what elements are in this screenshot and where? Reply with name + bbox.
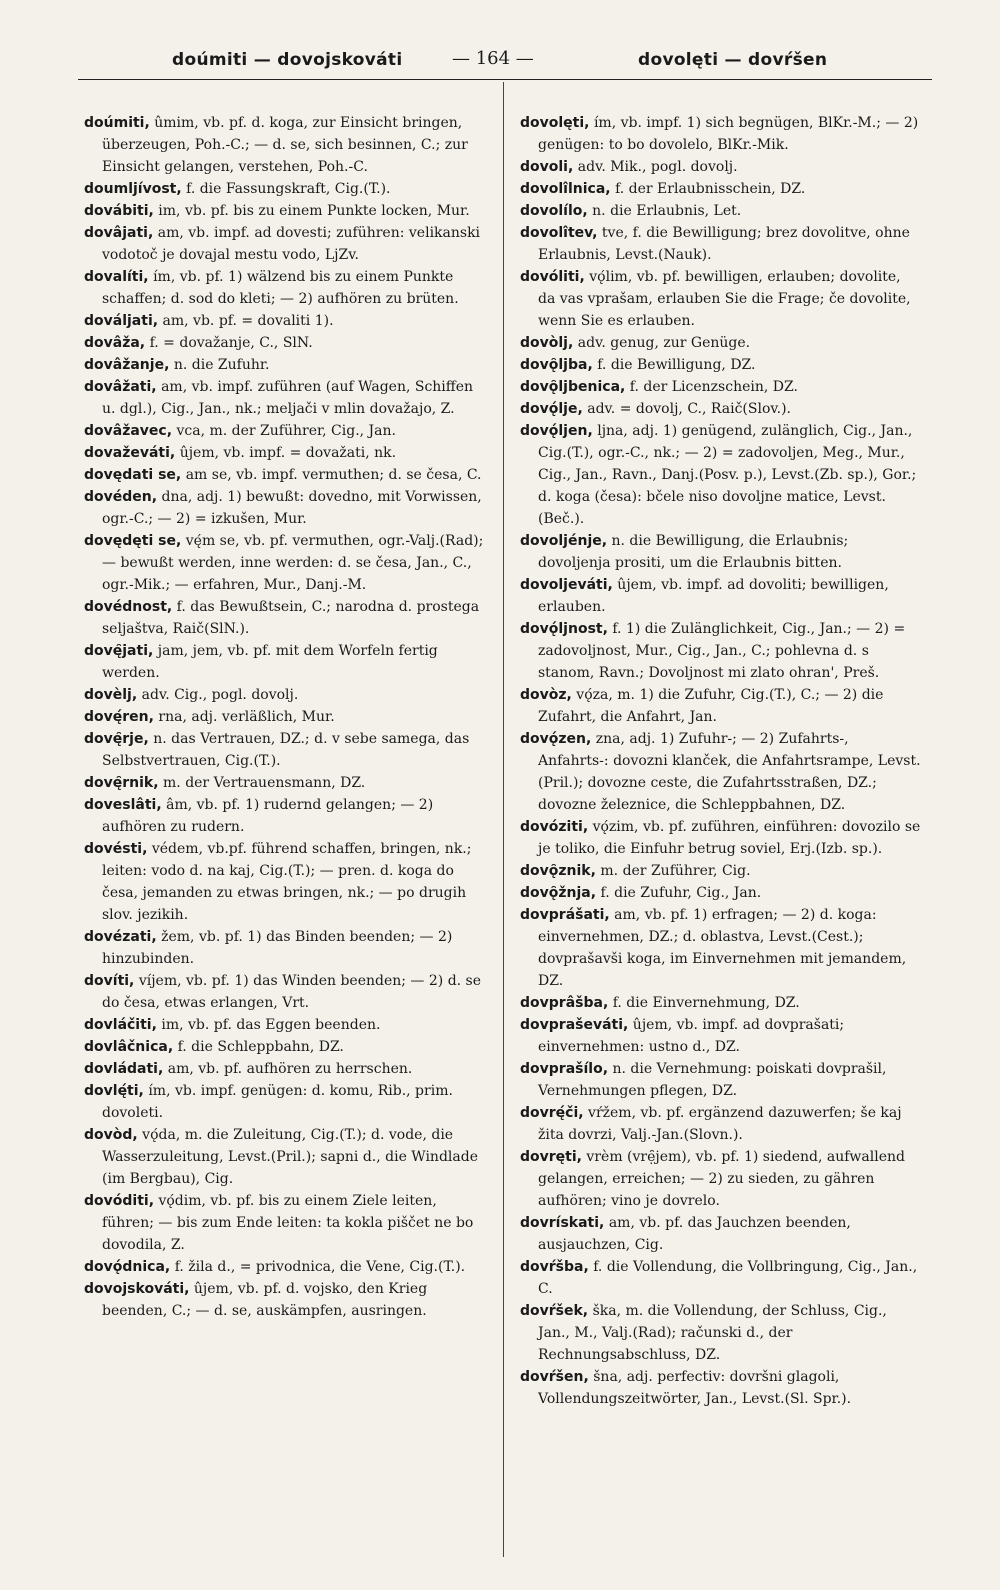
entry-headword: dovédnost,	[84, 599, 173, 615]
entry-headword: dovprášati,	[520, 907, 610, 923]
dictionary-entry	[84, 970, 486, 1014]
dictionary-entry	[84, 200, 486, 222]
dictionary-entry	[84, 420, 486, 442]
entry-definition: žem, vb. pf. 1) das Binden beenden; — 2) hinzubinden.	[102, 929, 453, 967]
header-left-guideword: doúmiti — dovojskováti	[172, 50, 403, 70]
entry-headword: dovǫ́zen,	[520, 731, 592, 747]
entry-headword: dovŕšba,	[520, 1259, 589, 1275]
entry-headword: dovâjati,	[84, 225, 154, 241]
entry-definition: ljna, adj. 1) genügend, zulänglich, Cig., Jan., Cig.(T.), ogr.-C., nk.; — 2) = zadovoljen, Meg., Mur., Cig., Jan., Ravn., Danj.(Posv. p.), Levst.(Zb. sp.), Gor.; d. koga (česa): bčele niso dovoljne matice, Levst.(Beč.).	[538, 423, 917, 527]
dictionary-entry	[520, 1102, 922, 1146]
dictionary-entry	[520, 332, 922, 354]
entry-headword: dovlâčnica,	[84, 1039, 174, 1055]
dictionary-entry	[84, 794, 486, 838]
entry-headword: doúmiti,	[84, 115, 150, 131]
dictionary-entry	[84, 376, 486, 420]
dictionary-entry	[520, 1212, 922, 1256]
dictionary-entry	[520, 992, 922, 1014]
dictionary-entry	[84, 332, 486, 354]
entry-definition: f. = dovažanje, C., SlN.	[145, 335, 313, 351]
entry-definition: am, vb. impf. ad dovesti; zuführen: velikanski vodotoč je dovajal mestu vodo, LjZv.	[102, 225, 481, 263]
entry-headword: dovǫ́dnica,	[84, 1259, 171, 1275]
entry-headword: dovláčiti,	[84, 1017, 157, 1033]
entry-headword: dovę̑rnik,	[84, 775, 159, 791]
dictionary-entry	[84, 1058, 486, 1080]
dictionary-entry	[520, 1058, 922, 1102]
entry-headword: dovéden,	[84, 489, 158, 505]
entry-headword: dovę́ren,	[84, 709, 154, 725]
entry-headword: dováljati,	[84, 313, 159, 329]
entry-headword: dovǫ̑ljba,	[520, 357, 593, 373]
dictionary-entry	[520, 354, 922, 376]
dictionary-entry	[84, 1014, 486, 1036]
entry-headword: dovolęti,	[520, 115, 590, 131]
entry-definition: f. die Fassungskraft, Cig.(T.).	[181, 181, 391, 197]
entry-definition: adv. Cig., pogl. dovolj.	[137, 687, 299, 703]
entry-headword: dovǫ́ljnost,	[520, 621, 608, 637]
entry-headword: dovǫ́lje,	[520, 401, 583, 417]
entry-headword: dovprašílo,	[520, 1061, 609, 1077]
entry-definition: am, vb. pf. aufhören zu herrschen.	[163, 1061, 413, 1077]
dictionary-entry	[84, 178, 486, 200]
entry-definition: vrèm (vrẹ̑jem), vb. pf. 1) siedend, aufwallend gelangen, erreichen; — 2) zu sieden, zu gähren aufhören; vino je dovrelo.	[538, 1149, 905, 1209]
entry-definition: víjem, vb. pf. 1) das Winden beenden; — 2) d. se do česa, etwas erlangen, Vrt.	[102, 973, 482, 1011]
dictionary-entry	[84, 1124, 486, 1190]
dictionary-entry	[84, 310, 486, 332]
dictionary-entry	[84, 596, 486, 640]
entry-headword: dovędęti se,	[84, 533, 182, 549]
entry-definition: f. der Erlaubnisschein, DZ.	[610, 181, 806, 197]
left-column	[84, 112, 486, 1322]
entry-definition: im, vb. pf. bis zu einem Punkte locken, Mur.	[153, 203, 470, 219]
entry-headword: dovòz,	[520, 687, 572, 703]
dictionary-entry	[84, 1080, 486, 1124]
entry-definition: adv. = dovolj, C., Raič(Slov.).	[582, 401, 791, 417]
dictionary-entry	[84, 354, 486, 376]
entry-definition: ím, vb. impf. 1) sich begnügen, BlKr.-M.; — 2) genügen: to bo dovolelo, BlKr.-Mik.	[538, 115, 919, 153]
dictionary-entry	[84, 486, 486, 530]
entry-headword: dovprâšba,	[520, 995, 609, 1011]
dictionary-entry	[84, 222, 486, 266]
entry-definition: adv. genug, zur Genüge.	[573, 335, 751, 351]
entry-definition: n. die Zufuhr.	[169, 357, 270, 373]
entry-headword: dovolîtev,	[520, 225, 598, 241]
entry-headword: doumljívost,	[84, 181, 182, 197]
entry-headword: dovpraševáti,	[520, 1017, 629, 1033]
entry-headword: dovalíti,	[84, 269, 149, 285]
entry-headword: dovésti,	[84, 841, 148, 857]
entry-definition: f. das Bewußtsein, C.; narodna d. prostega seljaštva, Raič(SlN.).	[102, 599, 480, 637]
dictionary-entry	[84, 1278, 486, 1322]
entry-headword: dovrískati,	[520, 1215, 605, 1231]
dictionary-entry	[84, 266, 486, 310]
entry-headword: dovoli,	[520, 159, 574, 175]
entry-definition: m. der Zuführer, Cig.	[595, 863, 751, 879]
entry-definition: vǫ́zim, vb. pf. zuführen, einführen: dovozilo se je toliko, die Einfuhr betrug soviel, Erj.(Izb. sp.).	[538, 819, 921, 857]
dictionary-entry	[520, 574, 922, 618]
entry-headword: dovézati,	[84, 929, 157, 945]
entry-definition: vǫ́za, m. 1) die Zufuhr, Cig.(T.), C.; — 2) die Zufahrt, die Anfahrt, Jan.	[538, 687, 884, 725]
entry-definition: rna, adj. verläßlich, Mur.	[153, 709, 335, 725]
entry-definition: n. das Vertrauen, DZ.; d. v sebe samega, das Selbstvertrauen, Cig.(T.).	[102, 731, 470, 769]
dictionary-entry	[84, 926, 486, 970]
dictionary-entry	[84, 640, 486, 684]
entry-definition: ûjem, vb. impf. ad dovprašati; einvernehmen: ustno d., DZ.	[538, 1017, 845, 1055]
entry-headword: dovręti,	[520, 1149, 582, 1165]
entry-definition: am, vb. pf. 1) erfragen; — 2) d. koga: einvernehmen, DZ.; d. oblastva, Levst.(Cest.); dovprašavši koga, im Einvernehmen mit jemandem, DZ.	[538, 907, 907, 989]
dictionary-entry	[520, 1300, 922, 1366]
entry-headword: dovèlj,	[84, 687, 138, 703]
dictionary-entry	[520, 618, 922, 684]
entry-headword: dovǫ̑ljbenica,	[520, 379, 626, 395]
entry-headword: dovŕšek,	[520, 1303, 589, 1319]
entry-definition: f. die Schleppbahn, DZ.	[173, 1039, 344, 1055]
dictionary-entry	[520, 684, 922, 728]
entry-headword: dovóditi,	[84, 1193, 155, 1209]
entry-definition: am, vb. pf. das Jauchzen beenden, ausjauchzen, Cig.	[538, 1215, 851, 1253]
entry-definition: ûjem, vb. pf. d. vojsko, den Krieg beenden, C.; — d. se, auskämpfen, ausringen.	[102, 1281, 428, 1319]
dictionary-entry	[520, 904, 922, 992]
entry-definition: f. die Bewilligung, DZ.	[592, 357, 756, 373]
entry-definition: n. die Bewilligung, die Erlaubnis; dovoljenja prositi, um die Erlaubnis bitten.	[538, 533, 849, 571]
entry-definition: védem, vb.pf. führend schaffen, bringen, nk.; leiten: vodo d. na kaj, Cig.(T.); — pren. d. koga do česa, jemanden zu etwas bringen, nk.; — po drugih slov. jezikih.	[102, 841, 472, 923]
entry-headword: dovǫ́ljen,	[520, 423, 593, 439]
dictionary-entry	[84, 112, 486, 178]
dictionary-entry	[84, 706, 486, 728]
entry-headword: dovóziti,	[520, 819, 589, 835]
entry-headword: dovę̑jati,	[84, 643, 154, 659]
dictionary-entry	[520, 530, 922, 574]
entry-definition: dna, adj. 1) bewußt: dovedno, mit Vorwissen, ogr.-C.; — 2) = izkušen, Mur.	[102, 489, 482, 527]
dictionary-entry	[520, 1256, 922, 1300]
entry-definition: ûmim, vb. pf. d. koga, zur Einsicht bringen, überzeugen, Poh.-C.; — d. se, sich besinnen, C.; zur Einsicht gelangen, verstehen, Poh.-C.	[102, 115, 468, 175]
dictionary-entry	[520, 156, 922, 178]
dictionary-entry	[520, 178, 922, 200]
dictionary-entry	[84, 838, 486, 926]
entry-definition: ûjem, vb. impf. = dovažati, nk.	[175, 445, 397, 461]
entry-definition: am se, vb. impf. vermuthen; d. se česa, C.	[181, 467, 482, 483]
entry-headword: dovâža,	[84, 335, 146, 351]
entry-definition: n. die Vernehmung: poiskati dovprašil, Vernehmungen pflegen, DZ.	[538, 1061, 887, 1099]
entry-definition: m. der Vertrauensmann, DZ.	[158, 775, 366, 791]
entry-headword: dovǫ̑znik,	[520, 863, 596, 879]
entry-headword: dovojskováti,	[84, 1281, 190, 1297]
entry-definition: vǫ́dim, vb. pf. bis zu einem Ziele leiten, führen; — bis zum Ende leiten: ta kokla piščet ne bo dovodila, Z.	[102, 1193, 474, 1253]
header-rule	[78, 79, 932, 80]
entry-definition: vca, m. der Zuführer, Cig., Jan.	[172, 423, 396, 439]
entry-headword: dovrę́či,	[520, 1105, 584, 1121]
entry-definition: vę́m se, vb. pf. vermuthen, ogr.-Valj.(Rad); — bewußt werden, inne werden: d. se česa, Jan., C., ogr.-Mik.; — erfahren, Mur., Danj.-M.	[102, 533, 484, 593]
entry-headword: dovę̑rje,	[84, 731, 149, 747]
dictionary-entry	[84, 1256, 486, 1278]
dictionary-entry	[84, 1190, 486, 1256]
entry-definition: šna, adj. perfectiv: dovršni glagoli, Vollendungszeitwörter, Jan., Levst.(Sl. Spr.).	[538, 1369, 852, 1407]
entry-definition: am, vb. pf. = dovaliti 1).	[158, 313, 334, 329]
entry-headword: dovíti,	[84, 973, 135, 989]
entry-definition: ûjem, vb. impf. ad dovoliti; bewilligen, erlauben.	[538, 577, 889, 615]
entry-definition: zna, adj. 1) Zufuhr-; — 2) Zufahrts-, Anfahrts-: dovozni klanček, die Anfahrtsrampe, Levst.(Pril.); dovozne ceste, die Zufahrtsstraßen, DZ.; dovozne železnice, die Schleppbahnen, DZ.	[538, 731, 921, 813]
entry-definition: ím, vb. impf. genügen: d. komu, Rib., prim. dovoleti.	[102, 1083, 453, 1121]
entry-headword: dovóliti,	[520, 269, 585, 285]
header-right-guideword: dovolęti — dovŕšen	[638, 50, 828, 70]
entry-definition: f. die Vollendung, die Vollbringung, Cig., Jan., C.	[538, 1259, 918, 1297]
dictionary-entry	[520, 376, 922, 398]
entry-headword: dovlę́ti,	[84, 1083, 144, 1099]
entry-definition: vǫ́lim, vb. pf. bewilligen, erlauben; dovolite, da vas vprašam, erlauben Sie die Frage; če dovolite, wenn Sie es erlauben.	[538, 269, 911, 329]
dictionary-entry	[84, 772, 486, 794]
entry-headword: dovędati se,	[84, 467, 182, 483]
entry-definition: im, vb. pf. das Eggen beenden.	[156, 1017, 381, 1033]
entry-headword: dovŕšen,	[520, 1369, 589, 1385]
entry-definition: am, vb. impf. zuführen (auf Wagen, Schiffen u. dgl.), Cig., Jan., nk.; meljači v mlin dovažajo, Z.	[102, 379, 474, 417]
dictionary-entry	[84, 530, 486, 596]
dictionary-entry	[520, 266, 922, 332]
dictionary-entry	[520, 1146, 922, 1212]
dictionary-entry	[520, 222, 922, 266]
entry-definition: ška, m. die Vollendung, der Schluss, Cig., Jan., M., Valj.(Rad); računski d., der Rechnungsabschluss, DZ.	[538, 1303, 887, 1363]
entry-headword: dovábiti,	[84, 203, 154, 219]
dictionary-entry	[84, 1036, 486, 1058]
entry-headword: dovâžavec,	[84, 423, 173, 439]
entry-definition: f. die Zufuhr, Cig., Jan.	[596, 885, 762, 901]
dictionary-entry	[520, 112, 922, 156]
dictionary-entry	[520, 1014, 922, 1058]
entry-headword: dovǫ̑žnja,	[520, 885, 597, 901]
entry-headword: dovòd,	[84, 1127, 138, 1143]
entry-headword: dovoljénje,	[520, 533, 608, 549]
entry-definition: f. 1) die Zulänglichkeit, Cig., Jan.; — 2) = zadovoljnost, Mur., Cig., Jan., C.; pohlevna d. s stanom, Ravn.; Dovoljnost mi zlato ohran', Preš.	[538, 621, 906, 681]
entry-definition: n. die Erlaubnis, Let.	[587, 203, 742, 219]
dictionary-entry	[520, 728, 922, 816]
entry-headword: doveslâti,	[84, 797, 162, 813]
column-divider	[503, 82, 504, 1557]
entry-headword: dovaževáti,	[84, 445, 176, 461]
entry-headword: dovolílo,	[520, 203, 588, 219]
entry-headword: dovòlj,	[520, 335, 574, 351]
entry-definition: f. žila d., = privodnica, die Vene, Cig.(T.).	[170, 1259, 466, 1275]
entry-definition: ím, vb. pf. 1) wälzend bis zu einem Punkte schaffen; d. sod do kleti; — 2) aufhören zu brüten.	[102, 269, 459, 307]
dictionary-entry	[520, 420, 922, 530]
entry-headword: dovâžanje,	[84, 357, 170, 373]
entry-definition: f. die Einvernehmung, DZ.	[608, 995, 800, 1011]
entry-definition: jam, jem, vb. pf. mit dem Worfeln fertig werden.	[102, 643, 438, 681]
entry-definition: f. der Licenzschein, DZ.	[625, 379, 798, 395]
page-number: — 164 —	[452, 48, 534, 69]
right-column	[520, 112, 922, 1410]
entry-definition: âm, vb. pf. 1) rudernd gelangen; — 2) aufhören zu rudern.	[102, 797, 434, 835]
dictionary-entry	[84, 464, 486, 486]
dictionary-entry	[520, 1366, 922, 1410]
dictionary-entry	[84, 684, 486, 706]
entry-definition: vŕžem, vb. pf. ergänzend dazuwerfen; še kaj žita dovrzi, Valj.-Jan.(Slovn.).	[538, 1105, 902, 1143]
dictionary-entry	[520, 816, 922, 860]
entry-headword: dovoljeváti,	[520, 577, 613, 593]
entry-definition: adv. Mik., pogl. dovolj.	[573, 159, 738, 175]
page-header	[0, 0, 1000, 70]
entry-headword: dovâžati,	[84, 379, 157, 395]
dictionary-entry	[84, 728, 486, 772]
entry-definition: vǫ́da, m. die Zuleitung, Cig.(T.); d. vode, die Wasserzuleitung, Levst.(Pril.); sapni d., die Windlade (im Bergbau), Cig.	[102, 1127, 478, 1187]
entry-headword: dovolîlnica,	[520, 181, 611, 197]
dictionary-entry	[520, 398, 922, 420]
dictionary-entry	[84, 442, 486, 464]
entry-headword: dovládati,	[84, 1061, 164, 1077]
dictionary-entry	[520, 882, 922, 904]
dictionary-entry	[520, 860, 922, 882]
dictionary-entry	[520, 200, 922, 222]
entry-definition: tve, f. die Bewilligung; brez dovolitve, ohne Erlaubnis, Levst.(Nauk).	[538, 225, 910, 263]
